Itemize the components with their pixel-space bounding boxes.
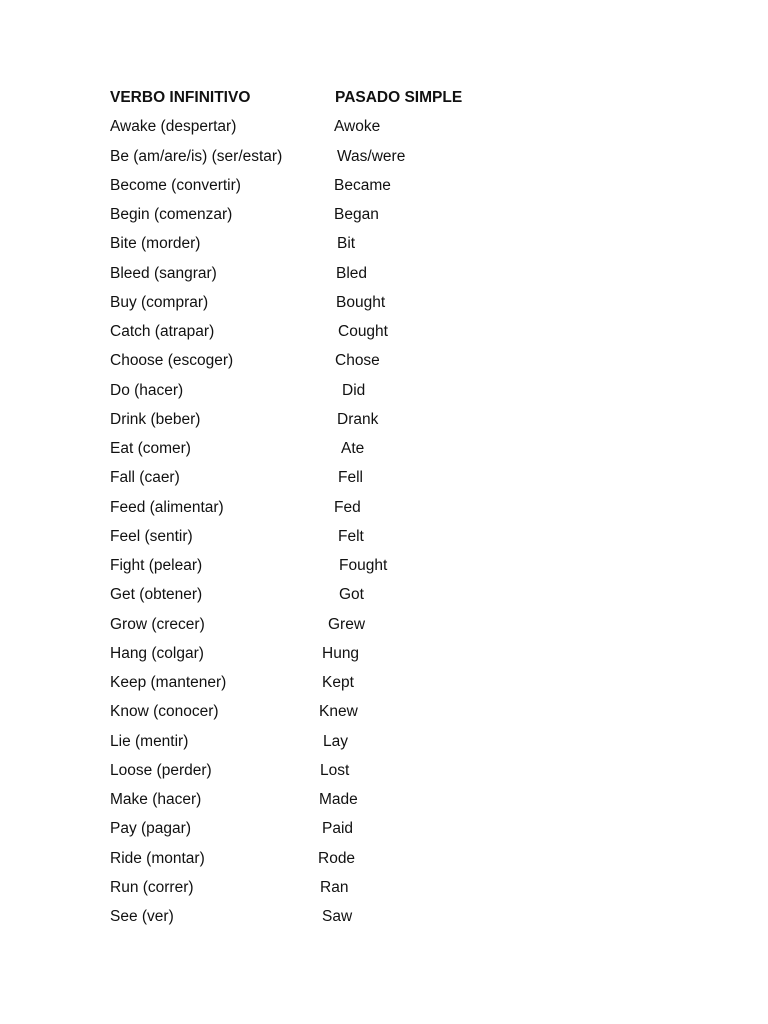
verb-row bbox=[110, 555, 570, 584]
table-header bbox=[110, 87, 570, 116]
verb-row bbox=[110, 614, 570, 643]
verb-past: Paid bbox=[322, 820, 354, 838]
verb-past: Ate bbox=[341, 440, 365, 457]
verb-past: Got bbox=[339, 586, 364, 604]
verb-infinitive: Feel (sentir) bbox=[110, 527, 193, 545]
verb-row bbox=[110, 497, 570, 526]
verb-infinitive: Feed (alimentar) bbox=[110, 498, 224, 516]
verb-infinitive: Pay (pagar) bbox=[110, 820, 191, 838]
verb-infinitive: Keep (mantener) bbox=[110, 674, 227, 691]
verb-infinitive: Be (am/are/is) (ser/estar) bbox=[110, 147, 283, 165]
verb-row bbox=[110, 233, 570, 262]
verb-infinitive: Drink (beber) bbox=[110, 410, 201, 428]
verb-row bbox=[110, 292, 570, 321]
verb-row bbox=[110, 350, 570, 379]
verb-past: Made bbox=[319, 791, 358, 808]
verb-past: Knew bbox=[319, 703, 358, 721]
verb-past: Became bbox=[334, 176, 391, 194]
verb-row bbox=[110, 116, 570, 145]
verb-past: Chose bbox=[335, 352, 380, 370]
header-past: PASADO SIMPLE bbox=[335, 89, 463, 106]
verb-row bbox=[110, 701, 570, 730]
verb-past: Ran bbox=[320, 878, 349, 896]
verb-past: Fed bbox=[334, 498, 361, 516]
verb-past: Kept bbox=[322, 674, 354, 691]
verb-past: Awoke bbox=[334, 118, 381, 136]
verb-row bbox=[110, 438, 570, 467]
verb-row bbox=[110, 760, 570, 789]
verb-row bbox=[110, 584, 570, 613]
verb-past: Saw bbox=[322, 908, 353, 925]
verb-row bbox=[110, 672, 570, 701]
verb-infinitive: Choose (escoger) bbox=[110, 352, 234, 370]
verb-infinitive: Bleed (sangrar) bbox=[110, 264, 217, 282]
verb-past: Grew bbox=[328, 615, 366, 633]
verb-past: Lost bbox=[320, 761, 350, 779]
verb-past: Drank bbox=[337, 410, 379, 428]
verb-row bbox=[110, 409, 570, 438]
verb-row bbox=[110, 175, 570, 204]
verb-row bbox=[110, 848, 570, 877]
verb-infinitive: Know (conocer) bbox=[110, 703, 219, 721]
verb-infinitive: Begin (comenzar) bbox=[110, 206, 233, 223]
verb-infinitive: Fall (caer) bbox=[110, 469, 180, 487]
verb-row bbox=[110, 818, 570, 847]
header-infinitive: VERBO INFINITIVO bbox=[110, 89, 251, 106]
verb-past: Bled bbox=[336, 264, 368, 282]
verb-table bbox=[110, 87, 570, 935]
verb-infinitive: Loose (perder) bbox=[110, 761, 212, 779]
verb-infinitive: Do (hacer) bbox=[110, 381, 184, 399]
verb-past: Was/were bbox=[337, 147, 406, 165]
verb-row bbox=[110, 321, 570, 350]
verb-infinitive: Ride (montar) bbox=[110, 849, 205, 867]
verb-infinitive: Catch (atrapar) bbox=[110, 323, 215, 340]
verb-infinitive: Lie (mentir) bbox=[110, 732, 189, 750]
verb-infinitive: Bite (morder) bbox=[110, 235, 201, 253]
verb-infinitive: Make (hacer) bbox=[110, 791, 202, 808]
verb-past: Hung bbox=[322, 644, 360, 662]
verb-row bbox=[110, 146, 570, 175]
verb-past: Bit bbox=[337, 235, 356, 253]
verb-row bbox=[110, 906, 570, 935]
verb-infinitive: Run (correr) bbox=[110, 878, 194, 896]
verb-row bbox=[110, 731, 570, 760]
verb-past: Began bbox=[334, 206, 379, 223]
verb-past: Felt bbox=[338, 527, 364, 545]
verb-row bbox=[110, 643, 570, 672]
verb-row bbox=[110, 877, 570, 906]
verb-infinitive: See (ver) bbox=[110, 908, 174, 925]
verb-row bbox=[110, 526, 570, 555]
verb-infinitive: Fight (pelear) bbox=[110, 557, 203, 574]
verb-past: Lay bbox=[323, 732, 348, 750]
verb-infinitive: Eat (comer) bbox=[110, 440, 191, 457]
verb-past: Fought bbox=[339, 557, 388, 574]
verb-infinitive: Buy (comprar) bbox=[110, 293, 209, 311]
verb-past: Did bbox=[342, 381, 366, 399]
verb-infinitive: Become (convertir) bbox=[110, 176, 241, 194]
verb-infinitive: Grow (crecer) bbox=[110, 615, 205, 633]
verb-row bbox=[110, 789, 570, 818]
verb-infinitive: Hang (colgar) bbox=[110, 644, 204, 662]
verb-row bbox=[110, 467, 570, 496]
verb-infinitive: Awake (despertar) bbox=[110, 118, 237, 136]
verb-row bbox=[110, 263, 570, 292]
verb-infinitive: Get (obtener) bbox=[110, 586, 203, 604]
verb-past: Cought bbox=[338, 323, 388, 340]
verb-row bbox=[110, 380, 570, 409]
verb-past: Bought bbox=[336, 293, 386, 311]
verb-past: Rode bbox=[318, 849, 356, 867]
verb-past: Fell bbox=[338, 469, 363, 487]
verb-row bbox=[110, 204, 570, 233]
